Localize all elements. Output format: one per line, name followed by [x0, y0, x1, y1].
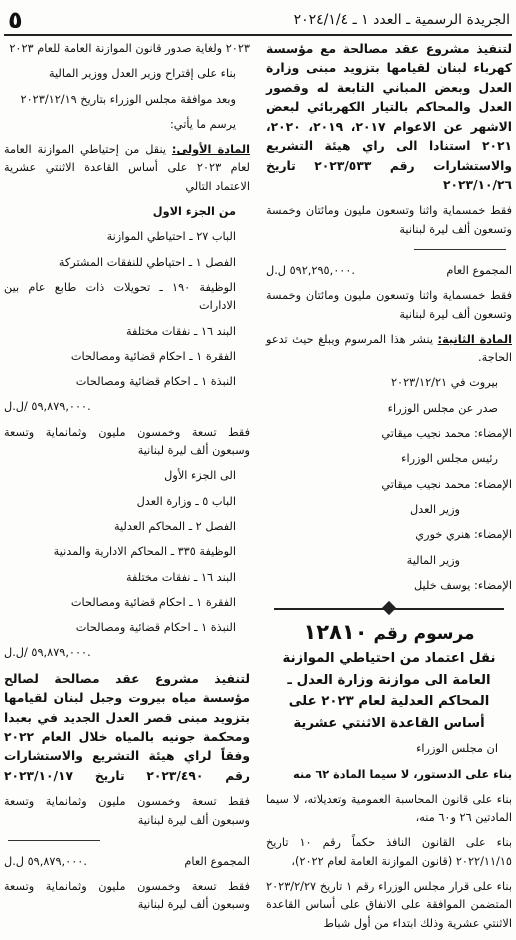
decrees-line: يرسم ما يأتي:	[170, 117, 236, 131]
cabinet-line: ان مجلس الوزراء	[416, 742, 498, 756]
signature: الإمضاء: محمد نجيب ميقاتي	[381, 427, 512, 441]
amount-in-words: فقط تسعة وخمسون مليون وثمانماية وتسعة وسبعون ألف ليرة لبنانية	[4, 425, 250, 458]
budget-line: البند ١٦ ـ نفقات مختلفة	[125, 324, 236, 338]
signature: الإمضاء: يوسف خليل	[414, 578, 512, 592]
budget-line: الفقرة ١ ـ احكام قضائية ومصالحات	[70, 595, 236, 609]
total-label: المجموع العام	[446, 263, 512, 277]
article-two	[266, 331, 512, 368]
amount-in-words: فقط تسعة وخمسون مليون وثمانماية وتسعة وسبعون ألف ليرة لبنانية	[4, 795, 250, 827]
project-heading: لتنفيذ مشروع عقد مصالحة مع مؤسسة كهرباء لبنان لقيامها بتزويد مبنى وزارة العدل وبعض المباني التابعة له وقصور العدل والمحاكم بالتيار الكهربائي لبعض الاشهر عن الاعوام ٢٠١٧، ٢٠١٩، ٢٠٢٠، ٢٠٢١ استنادا الى راي هيئة التشريع والاستشارات رقم ٢٠٢٣/٥٣٣ تاريخ ٢٠٢٣/١٠/٢٦	[266, 42, 513, 192]
from-part: من الجزء الاول	[152, 205, 236, 219]
signature: الإمضاء: محمد نجيب ميقاتي	[381, 477, 512, 491]
legal-basis: بناء على قانون المحاسبة العمومية وتعديلاته، لا سيما المادتين ٢٦ و٦٠ منه،	[266, 792, 512, 825]
budget-line: الفصل ١ ـ احتياطي للنفقات المشتركة	[58, 255, 236, 269]
article-one	[4, 141, 250, 196]
amount-row	[4, 644, 250, 662]
proposal: بناء على إقتراح وزير العدل ووزير المالية	[48, 67, 236, 81]
amount-row	[4, 398, 250, 416]
budget-line: الوظيفة ٣٣٥ ـ المحاكم الادارية والمدنية	[53, 545, 236, 559]
gazette-title: الجريدة الرسمية ـ العدد ١ ـ ٢٠٢٤/١/٤	[293, 12, 510, 28]
article-text: ينقل من إحتياطي الموازنة العامة لعام ٢٠٢٣ على أساس القاعدة الاثنتي عشرية الاعتماد التالي	[4, 143, 251, 193]
decree-label: مرسوم رقم	[373, 624, 475, 645]
amount-in-words: فقط خمسماية واثنا وتسعون مليون ومائتان وخمسة وتسعون ألف ليرة لبنانية	[266, 289, 512, 321]
to-part: الى الجزء الأول	[164, 469, 236, 483]
total-label: المجموع العام	[184, 854, 250, 868]
divider	[414, 249, 506, 250]
decree-title: نقل اعتماد من احتياطي الموازنة العامة الى موازنة وزارة العدل ـ المحاكم العدلية لعام ٢٠٢٣ على أساس القاعدة الاثنتي عشرية	[282, 651, 496, 731]
amount-value: ٥٩,٨٧٩,٠٠٠ /ل.ل.	[4, 400, 91, 414]
decree-number-value: ١٢٨١٠	[303, 620, 368, 645]
signatory-title: وزير المالية	[406, 553, 460, 567]
project-heading: لتنفيذ مشروع عقد مصالحة لصالح مؤسسة مياه بيروت وجبل لبنان لقيامها بتزويد مبنى قصر العدل الجديد في بعبدا ومحكمة جونيه بالمياه خلال العام ٢٠٢٢ وفقاً لراي هيئة التشريع والاستشارات رقم ٢٠٢٣/٤٩٠ تاريخ ٢٠٢٣/١٠/١٧	[4, 671, 250, 783]
budget-line: الفصل ٢ ـ المحاكم العدلية	[113, 519, 236, 533]
legal-basis: بناء على القانون النافذ حكماً رقم ١٠ تاريخ ٢٠٢٢/١١/١٥ (قانون الموازنة العامة لعام ٢٠٢٢)،	[266, 836, 512, 868]
page-header	[4, 4, 512, 36]
right-column	[266, 40, 512, 940]
left-column	[4, 40, 250, 922]
total-value: ٥٩٢,٢٩٥,٠٠٠ ل.ل.	[266, 263, 355, 277]
decree-number	[266, 620, 512, 644]
grand-total-row	[266, 262, 512, 280]
amount-value: ٥٩,٨٧٩,٠٠٠ /ل.ل.	[4, 646, 91, 660]
budget-line: الفقرة ١ ـ احكام قضائية ومصالحات	[70, 349, 236, 363]
budget-line: النبذة ١ ـ احكام قضائية ومصالحات	[75, 621, 236, 635]
place-date: بيروت في ٢٠٢٣/١٢/٢١	[390, 376, 498, 390]
continuation: ٢٠٢٣ ولغاية صدور قانون الموازنة العامة للعام ٢٠٢٣	[9, 42, 250, 55]
issued-by: صدر عن مجلس الوزراء	[387, 401, 498, 415]
legal-basis: بناء على الدستور، لا سيما المادة ٦٢ منه	[293, 767, 512, 781]
total-value: ٥٩,٨٧٩,٠٠٠ ل.ل.	[4, 854, 87, 868]
legal-basis: بناء على قرار مجلس الوزراء رقم ١ تاريخ ٢٠٢٣/٢/٢٧ المتضمن الموافقة على الانفاق على أساس القاعدة الاثنتي عشرية وذلك ابتداء من أول شباط	[266, 880, 512, 930]
amount-in-words: فقط خمسماية واثنا وتسعون مليون ومائتان وخمسة وتسعون ألف ليرة لبنانية	[266, 204, 512, 236]
page-number: ٥	[8, 6, 23, 34]
signature: الإمضاء: هنري خوري	[415, 528, 512, 542]
budget-line: الوظيفة ١٩٠ ـ تحويلات ذات طابع عام بين الادارات	[4, 280, 237, 313]
signatory-title: وزير العدل	[409, 502, 460, 516]
budget-line: الباب ٥ ـ وزارة العدل	[136, 494, 236, 508]
article-label: المادة الثانية:	[437, 332, 512, 346]
budget-line: البند ١٦ ـ نفقات مختلفة	[125, 570, 236, 584]
divider	[8, 840, 100, 841]
budget-line: الباب ٢٧ ـ احتياطي الموازنة	[106, 230, 236, 244]
approval: وبعد موافقة مجلس الوزراء بتاريخ ٢٠٢٣/١٢/١٩	[20, 92, 236, 106]
budget-line: النبذة ١ ـ احكام قضائية ومصالحات	[75, 375, 236, 389]
amount-in-words: فقط تسعة وخمسون مليون وثمانماية وتسعة وسبعون ألف ليرة لبنانية	[4, 880, 250, 912]
grand-total-row	[4, 853, 250, 871]
article-label: المادة الأولى:	[171, 143, 251, 157]
section-divider	[266, 602, 512, 616]
article-text: ينشر هذا المرسوم ويبلغ حيث تدعو الحاجة.	[266, 332, 512, 365]
signatory-title: رئيس مجلس الوزراء	[401, 452, 498, 466]
